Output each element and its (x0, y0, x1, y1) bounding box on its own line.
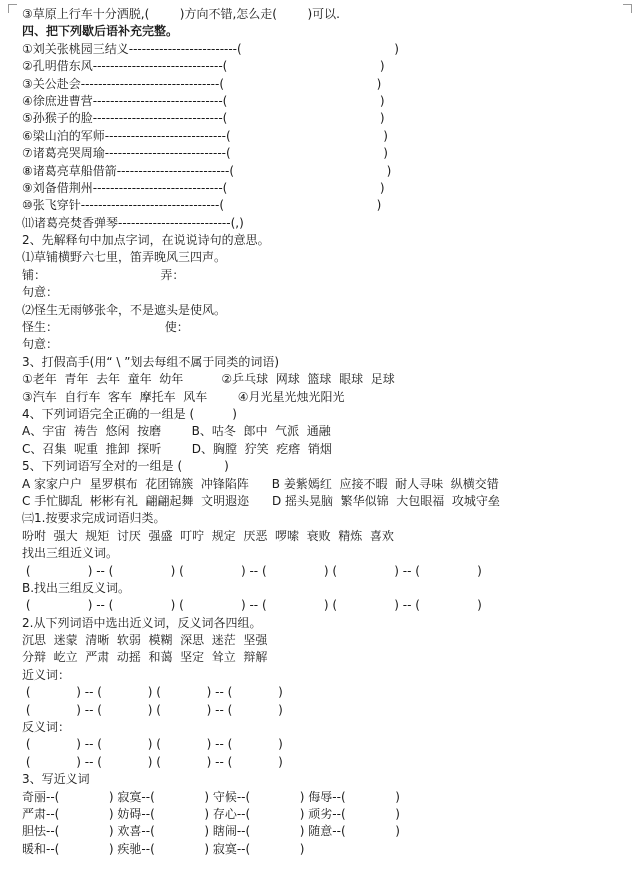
worksheet-line: ( ) -- ( ) ( ) -- ( ) ( ) -- ( ) (22, 598, 482, 613)
worksheet-line: 3、打假高手(用“ \ ”划去每组不属于同类的词语) (22, 354, 280, 369)
worksheet-line: ㈢1.按要求完成词语归类。 (22, 511, 166, 526)
worksheet-line: 吩咐 强大 规矩 讨厌 强盛 叮咛 规定 厌恶 啰嗦 衰败 精炼 喜欢 (22, 528, 394, 543)
worksheet-line: ⑧诸葛亮草船借箭--------------------------( ) (22, 163, 392, 178)
worksheet-line: ③草原上行车十分洒脱,( )方向不错,怎么走( )可以. (22, 7, 340, 21)
worksheet-line: ( ) -- ( ) ( ) -- ( ) ( ) -- ( ) (22, 563, 482, 578)
worksheet-line: ③关公赴会--------------------------------( ) (22, 76, 382, 91)
worksheet-line: ⑤孙猴子的脸------------------------------( ) (22, 111, 385, 126)
worksheet-line: ⑴草铺横野六七里，笛弄晚风三四声。 (22, 250, 227, 265)
worksheet-line: ①刘关张桃园三结义-------------------------( ) (22, 41, 399, 56)
worksheet-line: 近义词： (22, 667, 71, 682)
worksheet-line: ⑵怪生无雨够张伞，不是遮头是使风。 (22, 302, 227, 317)
worksheet-line: 怪生： 使： (22, 320, 189, 335)
worksheet-line: ③汽车 自行车 客车 摩托车 风车 ④月光星光烛光阳光 (22, 389, 345, 404)
worksheet-line: C 手忙脚乱 彬彬有礼 翩翩起舞 文明遐迩 D 摇头晃脑 繁华似锦 大包眼福 攻城守垒 (22, 493, 500, 508)
worksheet-line: ⑦诸葛亮哭周瑜----------------------------( ) (22, 146, 388, 161)
worksheet-line: ⑥梁山泊的军师----------------------------( ) (22, 128, 388, 143)
worksheet-line: 铺： 弄： (22, 267, 185, 282)
worksheet-line: ( ) -- ( ) ( ) -- ( ) (22, 737, 283, 752)
worksheet-line: ( ) -- ( ) ( ) -- ( ) (22, 685, 283, 700)
worksheet-line: 5、下列词语写全对的一组是 ( ) (22, 459, 229, 474)
worksheet-line: 找出三组近义词。 (22, 546, 119, 561)
worksheet-line: 句意： (22, 285, 59, 300)
worksheet-line: A 家家户户 星罗棋布 花团锦簇 冲锋陷阵 B 姜紫嫣红 应接不暇 耐人寻味 纵横交错 (22, 476, 499, 491)
worksheet-line: 奇丽--( ) 寂寞--( ) 守候--( ) 侮辱--( ) (22, 789, 400, 804)
worksheet-line: 2、先解释句中加点字词，在说说诗句的意思。 (22, 233, 270, 248)
worksheet-line: ④徐庶进曹营------------------------------( ) (22, 93, 385, 108)
worksheet-line: ⑾诸葛亮焚香弹琴--------------------------(,) (22, 215, 244, 230)
worksheet-line: 4、下列词语完全正确的一组是 ( ) (22, 406, 237, 421)
worksheet-line: 四、把下列歇后语补充完整。 (22, 24, 179, 39)
worksheet-line: ⑩张飞穿针--------------------------------( ) (22, 198, 382, 213)
page-corner-mark-left (8, 4, 17, 13)
worksheet-line: B.找出三组反义词。 (22, 580, 131, 595)
worksheet-line: ( ) -- ( ) ( ) -- ( ) (22, 702, 283, 717)
worksheet-line: A、宇宙 祷告 悠闲 按磨 B、咕冬 郎中 气派 通融 (22, 424, 331, 439)
worksheet-line: ⑨刘备借荆州------------------------------( ) (22, 180, 385, 195)
worksheet-line: ②孔明借东风------------------------------( ) (22, 59, 385, 74)
worksheet-line: 2.从下列词语中选出近义词，反义词各四组。 (22, 615, 262, 630)
worksheet-line: 句意： (22, 337, 59, 352)
worksheet-line: 严肃--( ) 妨碍--( ) 存心--( ) 顽劣--( ) (22, 806, 400, 821)
worksheet-line: 胆怯--( ) 欢喜--( ) 瞎闹--( ) 随意--( ) (22, 824, 400, 839)
worksheet-line: 沉思 迷蒙 清晰 软弱 模糊 深思 迷茫 坚强 (22, 633, 268, 648)
worksheet-line: 分辩 屹立 严肃 动摇 和蔼 坚定 耸立 辩解 (22, 650, 268, 665)
worksheet-page (22, 6, 632, 858)
worksheet-line: 3、写近义词 (22, 772, 90, 787)
worksheet-line: C、召集 呢重 推卸 探听 D、胸膛 狞笑 疙瘩 销烟 (22, 441, 332, 456)
worksheet-line: 反义词： (22, 720, 71, 735)
worksheet-line: ①老年 青年 去年 童年 幼年 ②乒乓球 网球 篮球 眼球 足球 (22, 372, 395, 387)
worksheet-line: 暖和--( ) 疾驰--( ) 寂寞--( ) (22, 841, 305, 856)
worksheet-line: ( ) -- ( ) ( ) -- ( ) (22, 754, 283, 769)
